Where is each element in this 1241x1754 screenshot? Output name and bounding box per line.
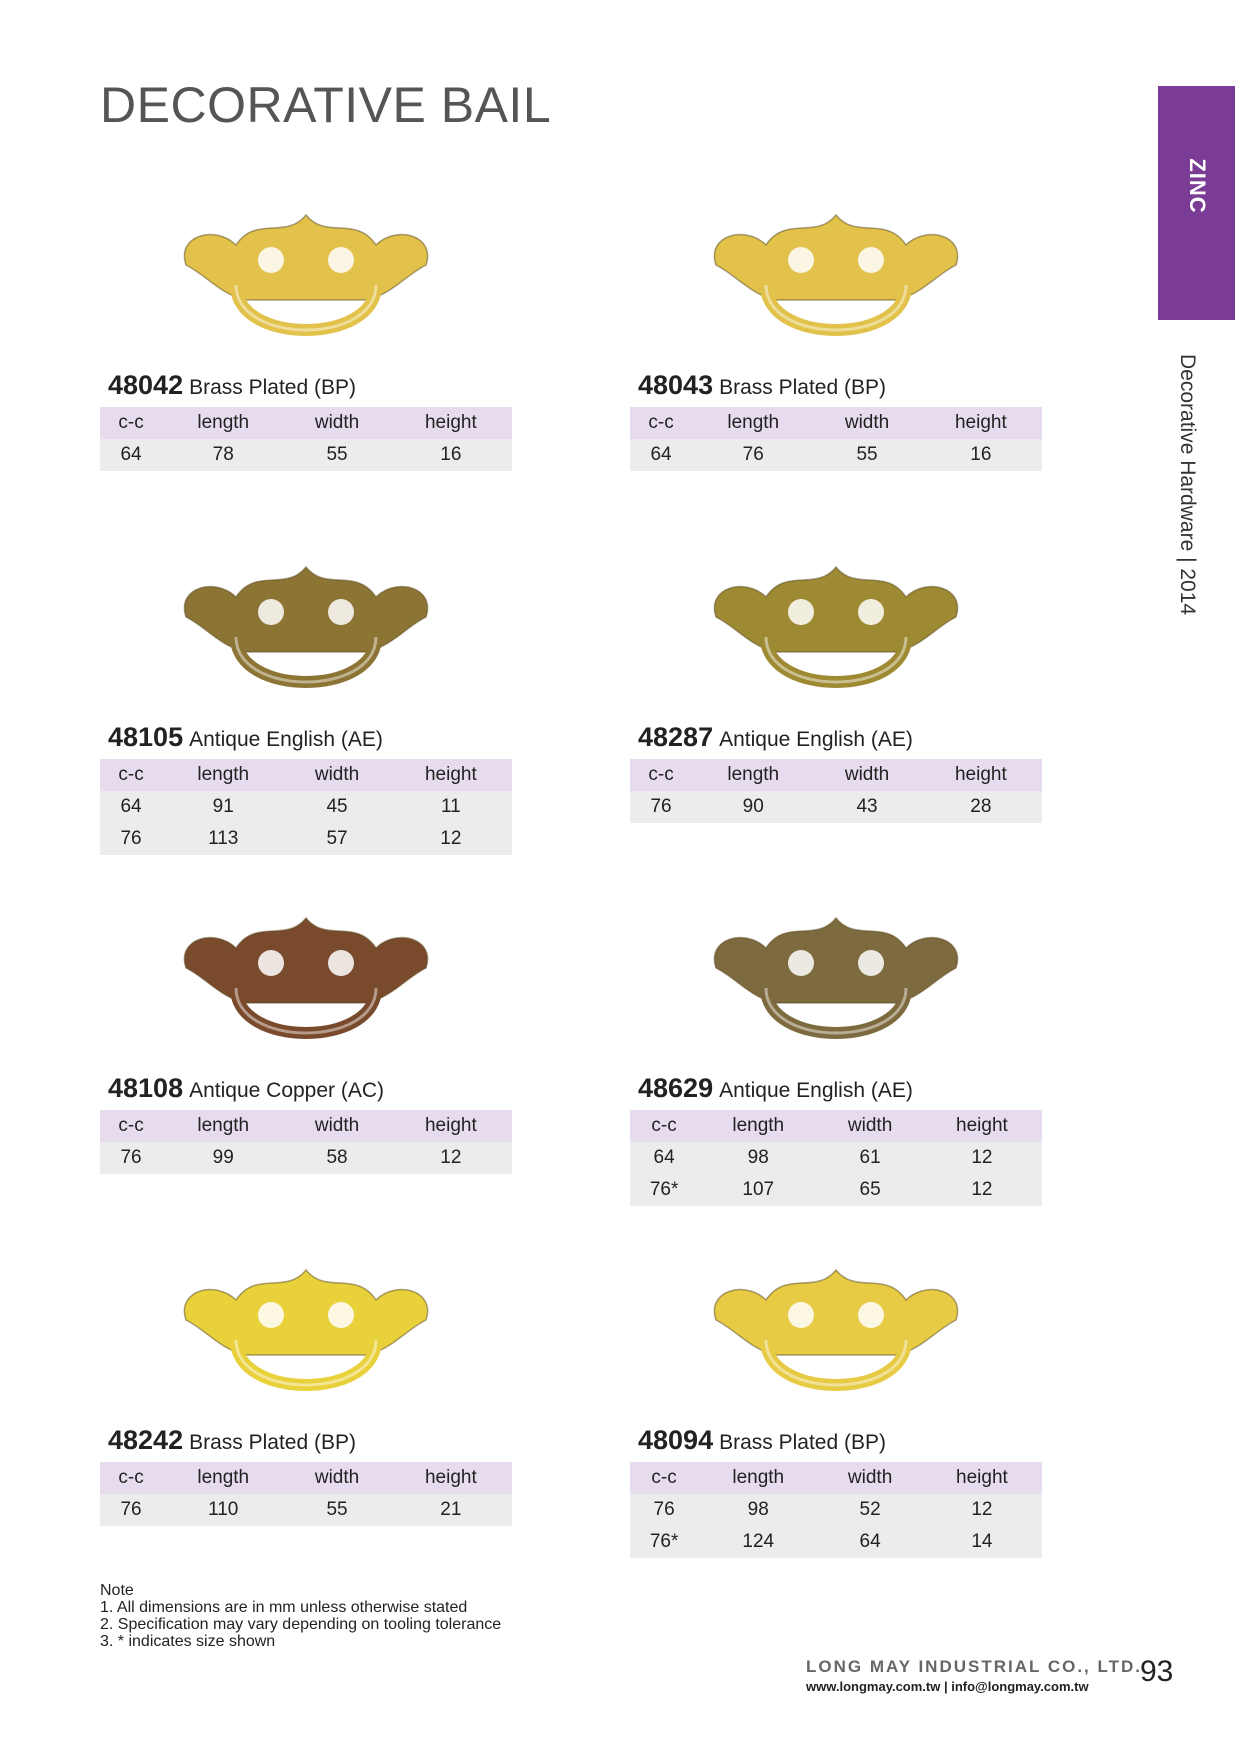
spec-header-cell: length <box>698 1462 818 1494</box>
product-code: 48042 <box>108 370 184 400</box>
spec-cell: 55 <box>814 439 919 471</box>
bail-handle-image <box>696 908 976 1058</box>
spec-row <box>630 1174 1042 1206</box>
spec-header-cell: width <box>284 407 389 439</box>
spec-header-cell: c-c <box>100 759 162 791</box>
bail-handle-image <box>696 557 976 707</box>
spec-cell: 90 <box>692 791 814 823</box>
product-48242 <box>100 1245 512 1526</box>
spec-cell: 110 <box>162 1494 284 1526</box>
product-title <box>638 370 1042 401</box>
spec-row <box>100 1142 512 1174</box>
spec-cell: 45 <box>284 791 389 823</box>
spec-cell: 76* <box>630 1174 698 1206</box>
spec-row <box>630 1494 1042 1526</box>
spec-header-cell: height <box>390 1462 512 1494</box>
spec-cell: 64 <box>100 791 162 823</box>
spec-row <box>100 823 512 855</box>
product-code: 48043 <box>638 370 714 400</box>
bail-handle-image <box>696 1260 976 1410</box>
spec-cell: 64 <box>100 439 162 471</box>
product-finish: Brass Plated (BP) <box>189 1431 356 1454</box>
spec-cell: 12 <box>922 1142 1042 1174</box>
spec-cell: 98 <box>698 1142 818 1174</box>
spec-row <box>630 439 1042 471</box>
spec-cell: 43 <box>814 791 919 823</box>
product-code: 48629 <box>638 1073 714 1103</box>
spec-row <box>100 1494 512 1526</box>
spec-cell: 14 <box>922 1526 1042 1558</box>
spec-header-row <box>630 407 1042 439</box>
product-finish: Antique English (AE) <box>189 728 383 751</box>
spec-header-row <box>100 407 512 439</box>
note-title: Note <box>100 1582 134 1599</box>
product-code: 48108 <box>108 1073 184 1103</box>
note-line: 2. Specification may vary depending on tooling tolerance <box>100 1616 502 1633</box>
spec-header-cell: length <box>692 407 814 439</box>
spec-cell: 64 <box>818 1526 922 1558</box>
spec-cell: 21 <box>390 1494 512 1526</box>
spec-cell: 99 <box>162 1142 284 1174</box>
bail-handle-image <box>166 1260 446 1410</box>
spec-row <box>630 791 1042 823</box>
spec-table <box>100 1462 512 1526</box>
bail-handle-image <box>166 205 446 355</box>
product-code: 48105 <box>108 722 184 752</box>
product-48043 <box>630 190 1042 471</box>
spec-cell: 113 <box>162 823 284 855</box>
section-tab <box>1158 86 1235 320</box>
product-finish: Brass Plated (BP) <box>189 376 356 399</box>
spec-header-cell: width <box>814 407 919 439</box>
product-finish: Antique English (AE) <box>719 1079 913 1102</box>
spec-cell: 55 <box>284 1494 389 1526</box>
spec-header-cell: length <box>162 407 284 439</box>
spec-header-cell: c-c <box>630 407 692 439</box>
note-line: 1. All dimensions are in mm unless otherwise stated <box>100 1599 468 1616</box>
spec-cell: 76 <box>100 1494 162 1526</box>
spec-cell: 61 <box>818 1142 922 1174</box>
product-48105 <box>100 542 512 855</box>
product-image <box>100 190 512 370</box>
product-title <box>638 722 1042 753</box>
spec-cell: 12 <box>922 1174 1042 1206</box>
spec-header-cell: height <box>390 1110 512 1142</box>
spec-cell: 55 <box>284 439 389 471</box>
spec-header-cell: length <box>692 759 814 791</box>
spec-header-cell: width <box>284 759 389 791</box>
spec-cell: 11 <box>390 791 512 823</box>
spec-cell: 76 <box>630 1494 698 1526</box>
product-finish: Brass Plated (BP) <box>719 376 886 399</box>
page-title: DECORATIVE BAIL <box>100 77 552 133</box>
spec-header-row <box>630 759 1042 791</box>
section-tab-label: ZINC <box>1184 158 1210 214</box>
spec-header-cell: length <box>162 759 284 791</box>
product-image <box>630 190 1042 370</box>
spec-header-cell: length <box>162 1110 284 1142</box>
spec-header-cell: length <box>698 1110 818 1142</box>
spec-row <box>630 1526 1042 1558</box>
spec-header-cell: height <box>922 1110 1042 1142</box>
product-finish: Antique English (AE) <box>719 728 913 751</box>
spec-header-cell: width <box>818 1110 922 1142</box>
product-48108 <box>100 893 512 1174</box>
side-caption: Decorative Hardware | 2014 <box>1176 354 1199 616</box>
spec-cell: 65 <box>818 1174 922 1206</box>
spec-cell: 76 <box>630 791 692 823</box>
product-title <box>638 1425 1042 1456</box>
spec-cell: 28 <box>920 791 1042 823</box>
bail-handle-image <box>166 908 446 1058</box>
product-image <box>100 893 512 1073</box>
spec-cell: 12 <box>390 823 512 855</box>
product-48287 <box>630 542 1042 823</box>
spec-row <box>630 1142 1042 1174</box>
spec-table <box>630 407 1042 471</box>
product-image <box>100 1245 512 1425</box>
spec-header-cell: height <box>920 407 1042 439</box>
spec-cell: 107 <box>698 1174 818 1206</box>
product-title <box>108 370 512 401</box>
spec-header-cell: width <box>814 759 919 791</box>
spec-cell: 91 <box>162 791 284 823</box>
product-code: 48242 <box>108 1425 184 1455</box>
spec-cell: 58 <box>284 1142 389 1174</box>
product-title <box>108 1425 512 1456</box>
spec-cell: 57 <box>284 823 389 855</box>
spec-table <box>630 1110 1042 1206</box>
spec-cell: 64 <box>630 439 692 471</box>
spec-header-cell: c-c <box>630 1110 698 1142</box>
spec-header-row <box>630 1110 1042 1142</box>
spec-header-cell: c-c <box>100 407 162 439</box>
spec-cell: 78 <box>162 439 284 471</box>
company-contact: www.longmay.com.tw | info@longmay.com.tw <box>806 1679 1089 1694</box>
product-48042 <box>100 190 512 471</box>
product-title <box>108 722 512 753</box>
product-finish: Antique Copper (AC) <box>189 1079 385 1102</box>
spec-header-row <box>100 1462 512 1494</box>
spec-header-cell: height <box>390 407 512 439</box>
product-code: 48287 <box>638 722 714 752</box>
product-code: 48094 <box>638 1425 714 1455</box>
company-name: LONG MAY INDUSTRIAL CO., LTD. <box>806 1657 1142 1676</box>
spec-cell: 76 <box>100 1142 162 1174</box>
spec-header-cell: height <box>390 759 512 791</box>
spec-cell: 52 <box>818 1494 922 1526</box>
spec-header-cell: height <box>922 1462 1042 1494</box>
product-image <box>630 893 1042 1073</box>
spec-cell: 64 <box>630 1142 698 1174</box>
bail-handle-image <box>696 205 976 355</box>
spec-row <box>100 791 512 823</box>
spec-cell: 76 <box>692 439 814 471</box>
spec-header-row <box>630 1462 1042 1494</box>
spec-cell: 16 <box>390 439 512 471</box>
bail-handle-image <box>166 557 446 707</box>
spec-row <box>100 439 512 471</box>
spec-table <box>630 1462 1042 1558</box>
spec-header-row <box>100 1110 512 1142</box>
spec-header-cell: length <box>162 1462 284 1494</box>
spec-header-cell: c-c <box>630 759 692 791</box>
product-image <box>100 542 512 722</box>
spec-cell: 16 <box>920 439 1042 471</box>
spec-table <box>100 759 512 855</box>
product-image <box>630 542 1042 722</box>
spec-header-cell: width <box>284 1110 389 1142</box>
spec-table <box>630 759 1042 823</box>
spec-cell: 76 <box>100 823 162 855</box>
spec-cell: 76* <box>630 1526 698 1558</box>
product-48094 <box>630 1245 1042 1558</box>
spec-cell: 12 <box>390 1142 512 1174</box>
spec-table <box>100 407 512 471</box>
notes <box>100 1582 501 1650</box>
spec-header-cell: width <box>284 1462 389 1494</box>
note-line: 3. * indicates size shown <box>100 1633 276 1650</box>
page-number: 93 <box>1140 1655 1174 1688</box>
spec-cell: 124 <box>698 1526 818 1558</box>
spec-header-cell: c-c <box>630 1462 698 1494</box>
product-title <box>638 1073 1042 1104</box>
spec-cell: 98 <box>698 1494 818 1526</box>
spec-header-cell: c-c <box>100 1110 162 1142</box>
spec-cell: 12 <box>922 1494 1042 1526</box>
spec-header-cell: c-c <box>100 1462 162 1494</box>
product-48629 <box>630 893 1042 1206</box>
spec-header-cell: width <box>818 1462 922 1494</box>
product-finish: Brass Plated (BP) <box>719 1431 886 1454</box>
product-title <box>108 1073 512 1104</box>
spec-header-row <box>100 759 512 791</box>
spec-header-cell: height <box>920 759 1042 791</box>
spec-table <box>100 1110 512 1174</box>
product-image <box>630 1245 1042 1425</box>
